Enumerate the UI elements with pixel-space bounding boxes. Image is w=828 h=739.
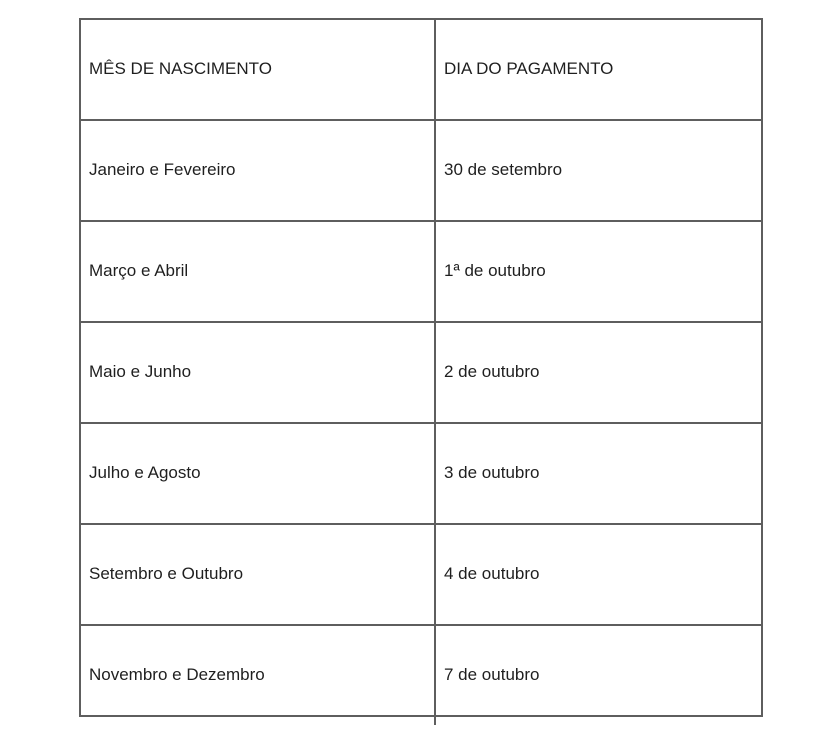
birth-month-cell: Março e Abril: [81, 221, 435, 322]
birth-month-cell: Setembro e Outubro: [81, 524, 435, 625]
birth-month-cell: Maio e Junho: [81, 322, 435, 423]
payment-day-cell: 30 de setembro: [435, 120, 761, 221]
table-row: [81, 524, 761, 625]
payment-day-cell: 3 de outubro: [435, 423, 761, 524]
table-header-row: [81, 20, 761, 120]
table-row: [81, 322, 761, 423]
payment-day-cell: 1ª de outubro: [435, 221, 761, 322]
birth-month-cell: Julho e Agosto: [81, 423, 435, 524]
payment-schedule-table: [81, 20, 761, 725]
payment-day-cell: 2 de outubro: [435, 322, 761, 423]
payment-schedule-table-wrapper: [79, 18, 763, 717]
header-birth-month: MÊS DE NASCIMENTO: [81, 20, 435, 120]
birth-month-cell: Janeiro e Fevereiro: [81, 120, 435, 221]
payment-day-cell: 7 de outubro: [435, 625, 761, 725]
table-row: [81, 423, 761, 524]
birth-month-cell: Novembro e Dezembro: [81, 625, 435, 725]
table-row: [81, 221, 761, 322]
table-row: [81, 120, 761, 221]
payment-day-cell: 4 de outubro: [435, 524, 761, 625]
header-payment-day: DIA DO PAGAMENTO: [435, 20, 761, 120]
table-row: [81, 625, 761, 725]
